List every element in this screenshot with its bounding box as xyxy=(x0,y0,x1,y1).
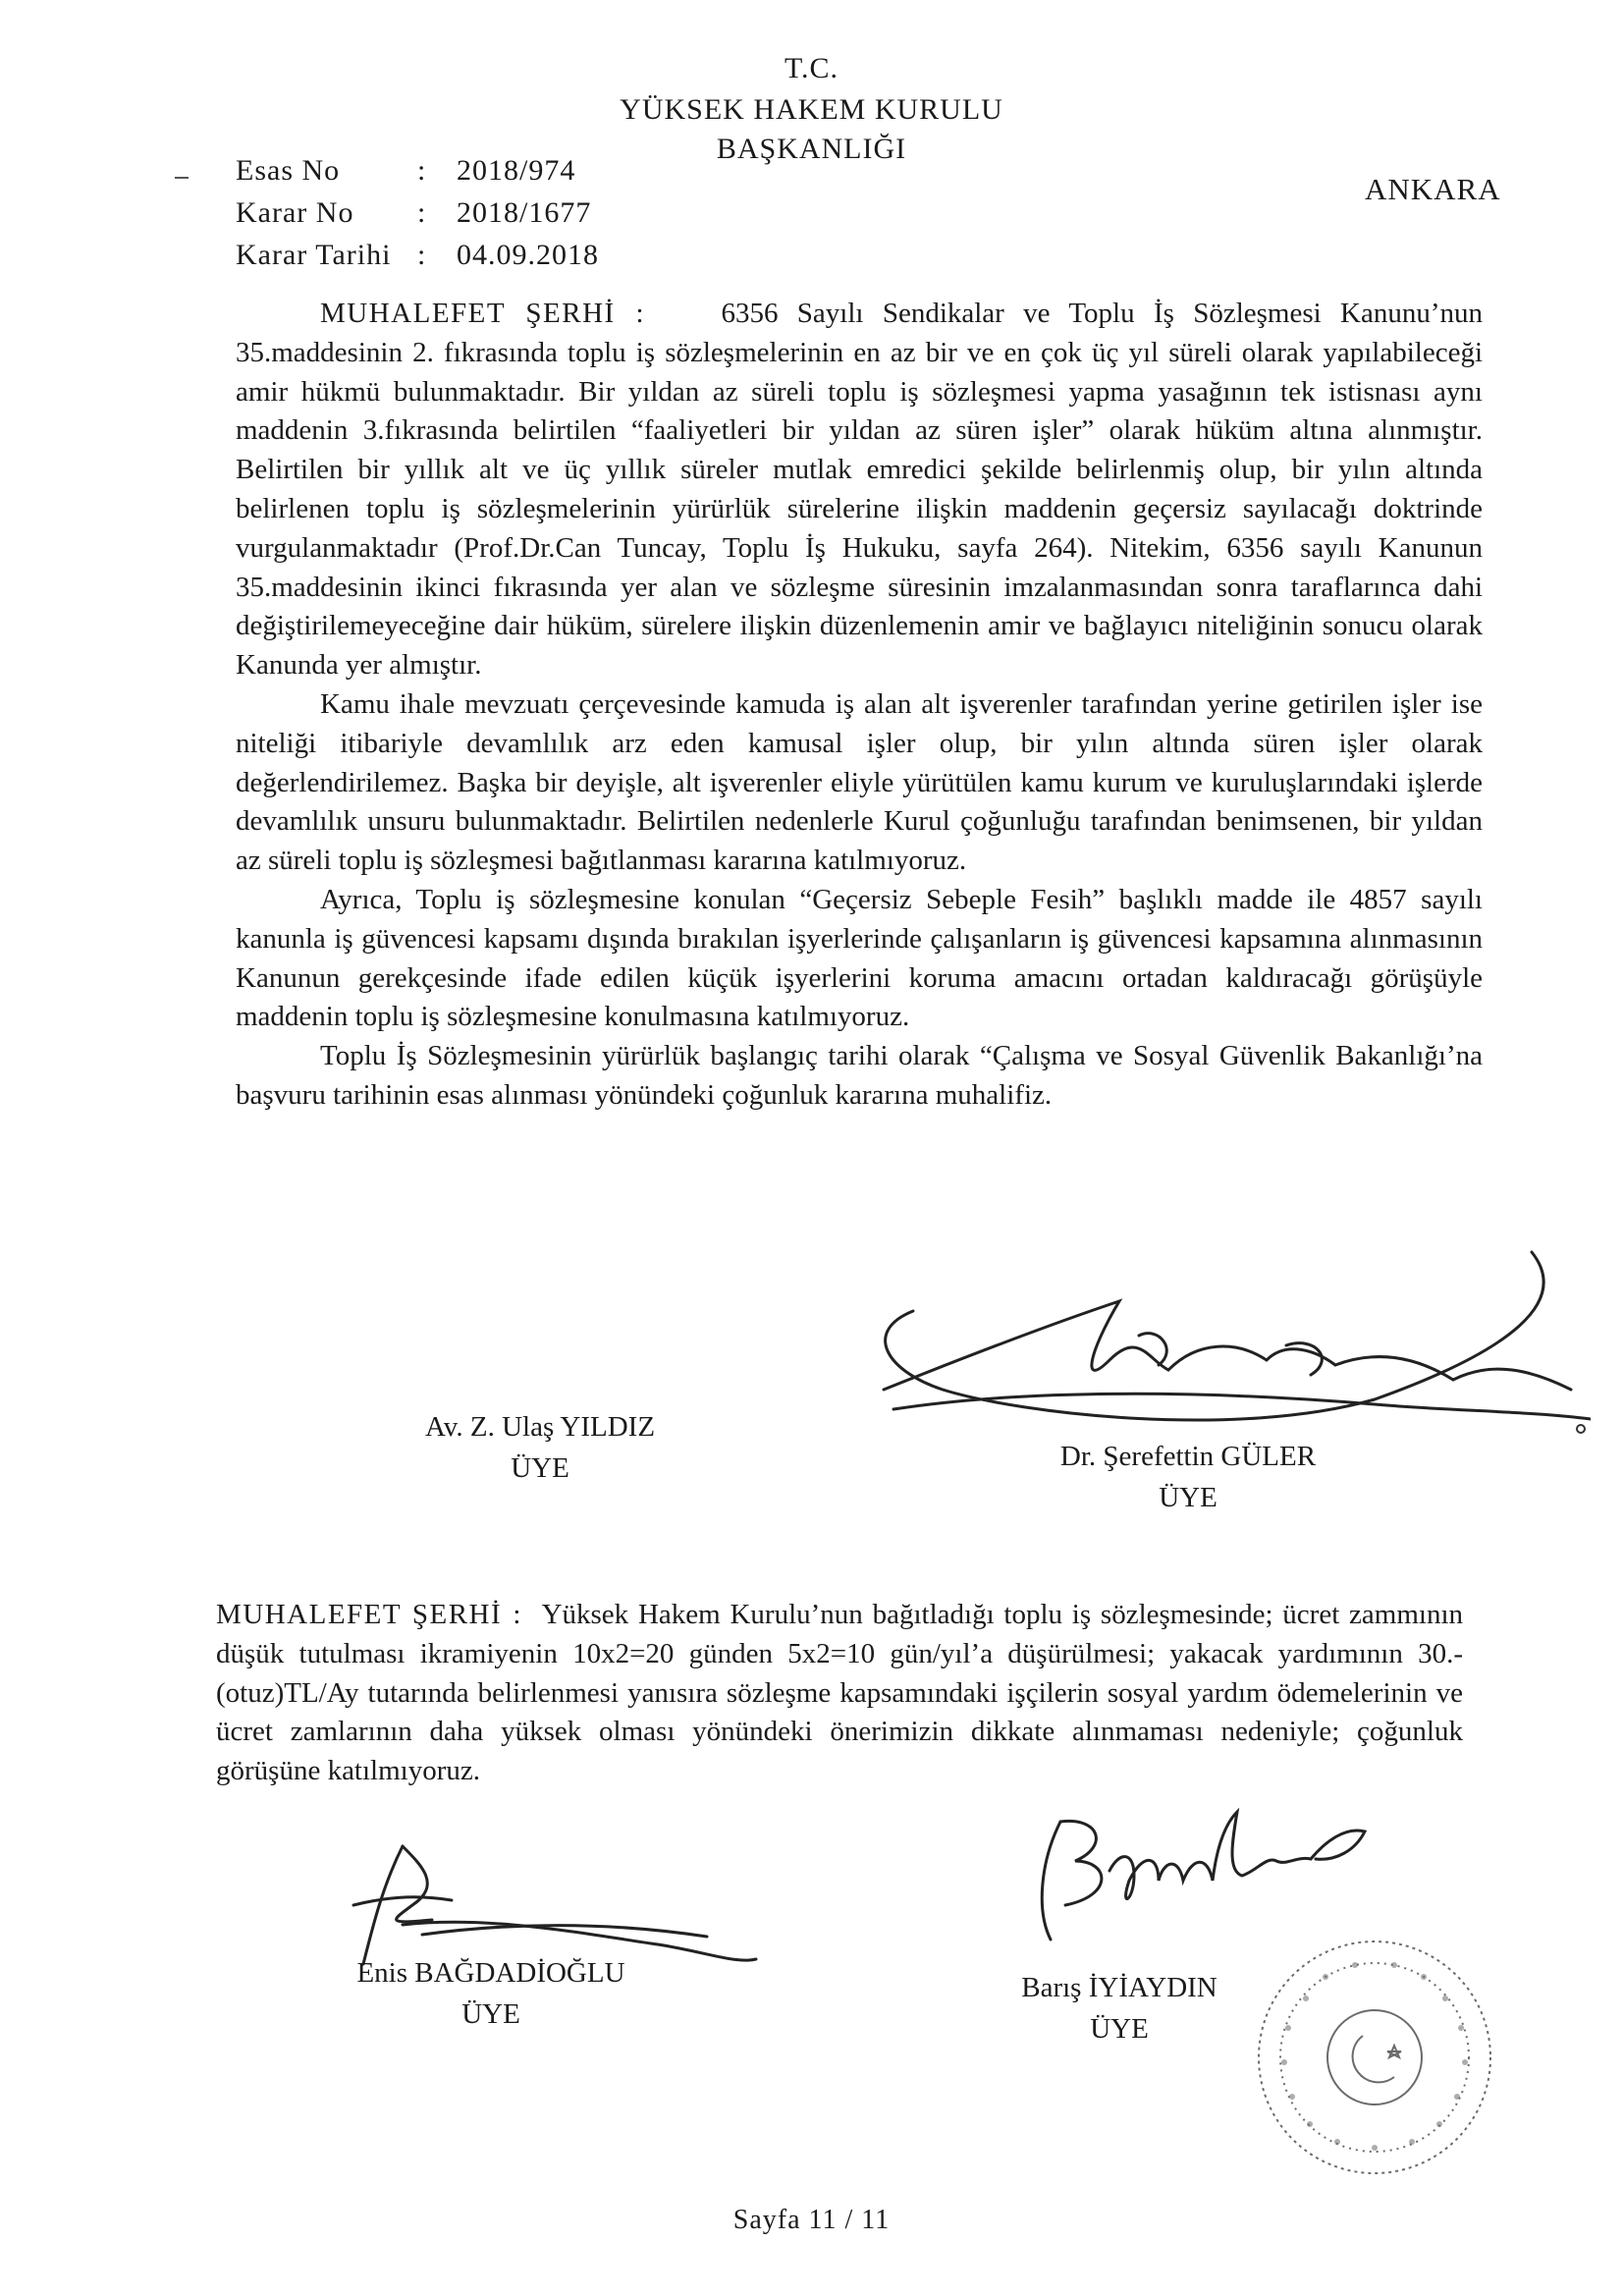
header-state: T.C. xyxy=(784,52,839,84)
header-city: ANKARA xyxy=(1365,172,1501,206)
signatory-name: Dr. Şerefettin GÜLER xyxy=(1059,1441,1317,1472)
header-office: BAŞKANLIĞI xyxy=(716,133,907,165)
signature-block-guler xyxy=(972,1436,1404,1518)
dissent-paragraph xyxy=(216,1596,1463,1791)
meta-value: 2018/1677 xyxy=(457,196,592,229)
signatory-title: ÜYE xyxy=(511,1452,569,1484)
meta-row-karar xyxy=(236,191,599,234)
signatory-name: Barış İYİAYDIN xyxy=(1021,1972,1217,2003)
page-number: Sayfa 11 / 11 xyxy=(732,2205,891,2235)
dissent-paragraph-text: 6356 Sayılı Sendikalar ve Toplu İş Sözleşmesi Kanunu’nun 35.maddesinin 2. fıkrasında toplu iş sözleşmelerinin en az bir ve en çok üç yıl süreli olarak yapılabileceği amir hükmü bulunmaktadır. Bir yıldan az süreli toplu iş sözleşmesi yapma yasağının tek istisnası aynı maddenin 3.fıkrasında belirtilen “faaliyetleri bir yıldan az süren işler” olarak hüküm altına alınmıştır. Belirtilen bir yıllık alt ve üç yıllık süreler mutlak emredici şekilde belirlenmiş olup, bir yılın altında belirlenen toplu iş sözleşmelerinin yürürlük sürelerine ilişkin maddenin geçersiz sayılacağı doktrinde vurgulanmaktadır (Prof.Dr.Can Tuncay, Toplu İş Hukuku, sayfa 264). Nitekim, 6356 sayılı Kanunun 35.maddesinin ikinci fıkrasında yer alan ve sözleşme süresinin imzalanmasından sonra taraflarınca dahi değiştirilemeyeceğine dair hüküm, sürelere ilişkin düzenlemenin amir ve bağlayıcı niteliğinin sonucu olarak Kanunda yer almıştır. xyxy=(236,298,1484,682)
dissent-paragraph-text: Yüksek Hakem Kurulu’nun bağıtladığı toplu iş sözleşmesinde; ücret zammının düşük tutulması ikramiyenin 10x2=20 günden 5x2=10 gün/yıl’a düşürülmesi; yakacak yardımının 30.-(otuz)TL/Ay tutarında belirlenmesi yanısıra sözleşme kapsamındaki işçilerin sosyal yardım ödemelerinin ve ücret zamlarının daha yüksek olması yönündeki önerimizin dikkate alınmaması nedeniyle; çoğunluk görüşüne katılmıyoruz. xyxy=(216,1599,1464,1787)
case-meta xyxy=(236,149,599,276)
dissent-paragraph: Toplu İş Sözleşmesinin yürürlük başlangıç tarihi olarak “Çalışma ve Sosyal Güvenlik Bakanlığı’na başvuru tarihinin esas alınması yönündeki çoğunluk kararına muhalifiz. xyxy=(236,1040,1483,1111)
meta-colon: : xyxy=(417,239,426,271)
signatory-title: ÜYE xyxy=(461,1998,520,2030)
signature-block-iyiaydin xyxy=(903,1967,1335,2050)
dissent-opinion-2 xyxy=(216,1596,1463,1791)
signatory-name: Av. Z. Ulaş YILDIZ xyxy=(424,1411,656,1443)
dissent-label: MUHALEFET ŞERHİ : xyxy=(320,298,646,329)
meta-row-esas xyxy=(236,149,599,191)
signature-block-bagdadioglu xyxy=(275,1952,707,2035)
signature-scribble-iyiaydin xyxy=(1021,1802,1375,1949)
margin-mark xyxy=(175,177,189,179)
meta-colon: : xyxy=(417,196,426,229)
signatory-title: ÜYE xyxy=(1159,1482,1217,1513)
dissent-paragraph: Kamu ihale mevzuatı çerçevesinde kamuda iş alan alt işverenler tarafından yerine getirilen işler ise niteliği itibariyle devamlılık arz eden kamusal işler olup, bir yılın altında süren işler olarak değerlendirilemez. Başka bir deyişle, alt işverenler eliyle yürütülen kamu kurum ve kuruluşlarındaki işlerde devamlılık unsuru bulunmaktadır. Belirtilen nedenlerle Kurul çoğunluğu tarafından benimsenen, bir yıldan az süreli toplu iş sözleşmesi bağıtlanması kararına katılmıyoruz. xyxy=(236,687,1483,877)
signatory-name: Enis BAĞDADİOĞLU xyxy=(356,1957,625,1989)
dissent-opinion-1 xyxy=(236,295,1483,1116)
meta-value: 04.09.2018 xyxy=(457,239,599,271)
meta-label: Esas No xyxy=(236,154,341,187)
dissent-paragraph xyxy=(236,295,1483,685)
meta-value: 2018/974 xyxy=(457,154,576,187)
dissent-label: MUHALEFET ŞERHİ : xyxy=(216,1599,522,1630)
dissent-paragraph: Ayrıca, Toplu iş sözleşmesine konulan “Geçersiz Sebeple Fesih” başlıklı madde ile 4857 sayılı kanunla iş güvencesi kapsamı dışında bırakılan işyerlerinde çalışanların iş güvencesi kapsamına alınmasının Kanunun gerekçesinde ifade edilen küçük işyerlerini koruma amacını ortadan kaldıracağı görüşüyle maddenin toplu iş sözleşmesine konulmasına katılmıyoruz. xyxy=(236,883,1483,1033)
meta-label: Karar Tarihi xyxy=(236,239,392,271)
signature-block-yildiz xyxy=(324,1406,756,1489)
meta-colon: : xyxy=(417,154,426,187)
signatory-title: ÜYE xyxy=(1090,2013,1149,2045)
signature-scribble-guler xyxy=(825,1242,1591,1449)
header-institution: YÜKSEK HAKEM KURULU xyxy=(620,93,1003,126)
meta-row-tarih xyxy=(236,234,599,276)
meta-label: Karar No xyxy=(236,196,354,229)
